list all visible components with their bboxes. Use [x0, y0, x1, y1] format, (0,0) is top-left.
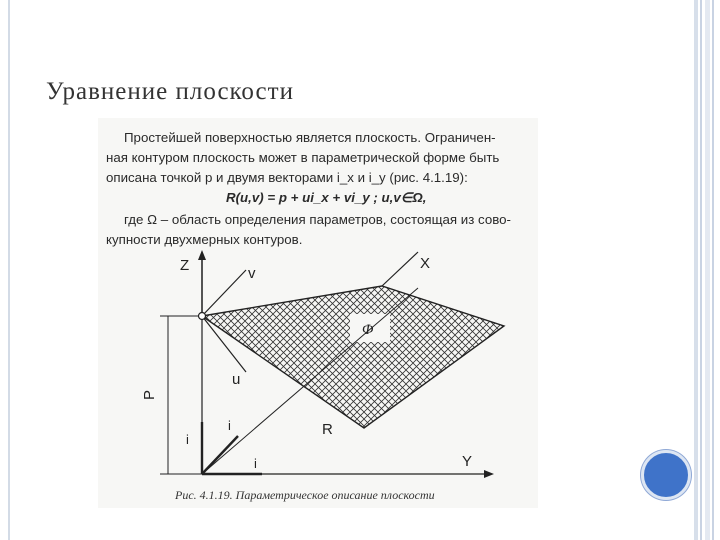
- text-line-3: описана точкой p и двумя векторами i_x и i_y (рис. 4.1.19):: [106, 170, 468, 185]
- hatched-plane-region: [202, 286, 504, 428]
- z-label: Z: [180, 257, 190, 274]
- left-border-rule: [8, 0, 10, 540]
- z-arrowhead: [198, 250, 206, 260]
- v-label: v: [248, 265, 256, 282]
- r-label: R: [322, 421, 333, 438]
- plane-figure: [98, 118, 538, 508]
- y-arrowhead: [484, 470, 494, 478]
- text-line-2: ная контуром плоскость может в параметрической форме быть: [106, 150, 500, 165]
- ix-label: i: [228, 418, 231, 433]
- x-axis-arrow: [382, 252, 418, 286]
- y-label: Y: [462, 453, 473, 470]
- phi-label: Φ: [362, 322, 374, 338]
- u-label: u: [232, 371, 241, 388]
- p-label: P: [141, 389, 158, 400]
- ix-unit-vector: [202, 436, 238, 474]
- slide-title: Уравнение плоскости: [46, 78, 294, 105]
- point-p-marker: [199, 313, 206, 320]
- x-label: X: [420, 255, 431, 272]
- slide-nav-circle[interactable]: [641, 450, 691, 500]
- iz-label: i: [186, 432, 189, 447]
- formula-line: R(u,v) = p + ui_x + vi_y ; u,v∈Ω,: [226, 190, 427, 205]
- text-line-1: Простейшей поверхностью является плоскость. Ограничен-: [124, 130, 496, 145]
- right-decorative-bands: [690, 0, 720, 540]
- iy-label: i: [254, 456, 257, 471]
- text-line-4: где Ω – область определения параметров, состоящая из сово-: [124, 212, 511, 227]
- scanned-textbook-image: [98, 118, 538, 508]
- text-line-5: купности двухмерных контуров.: [106, 232, 303, 247]
- figure-caption: Рис. 4.1.19. Параметрическое описание плоскости: [175, 488, 435, 502]
